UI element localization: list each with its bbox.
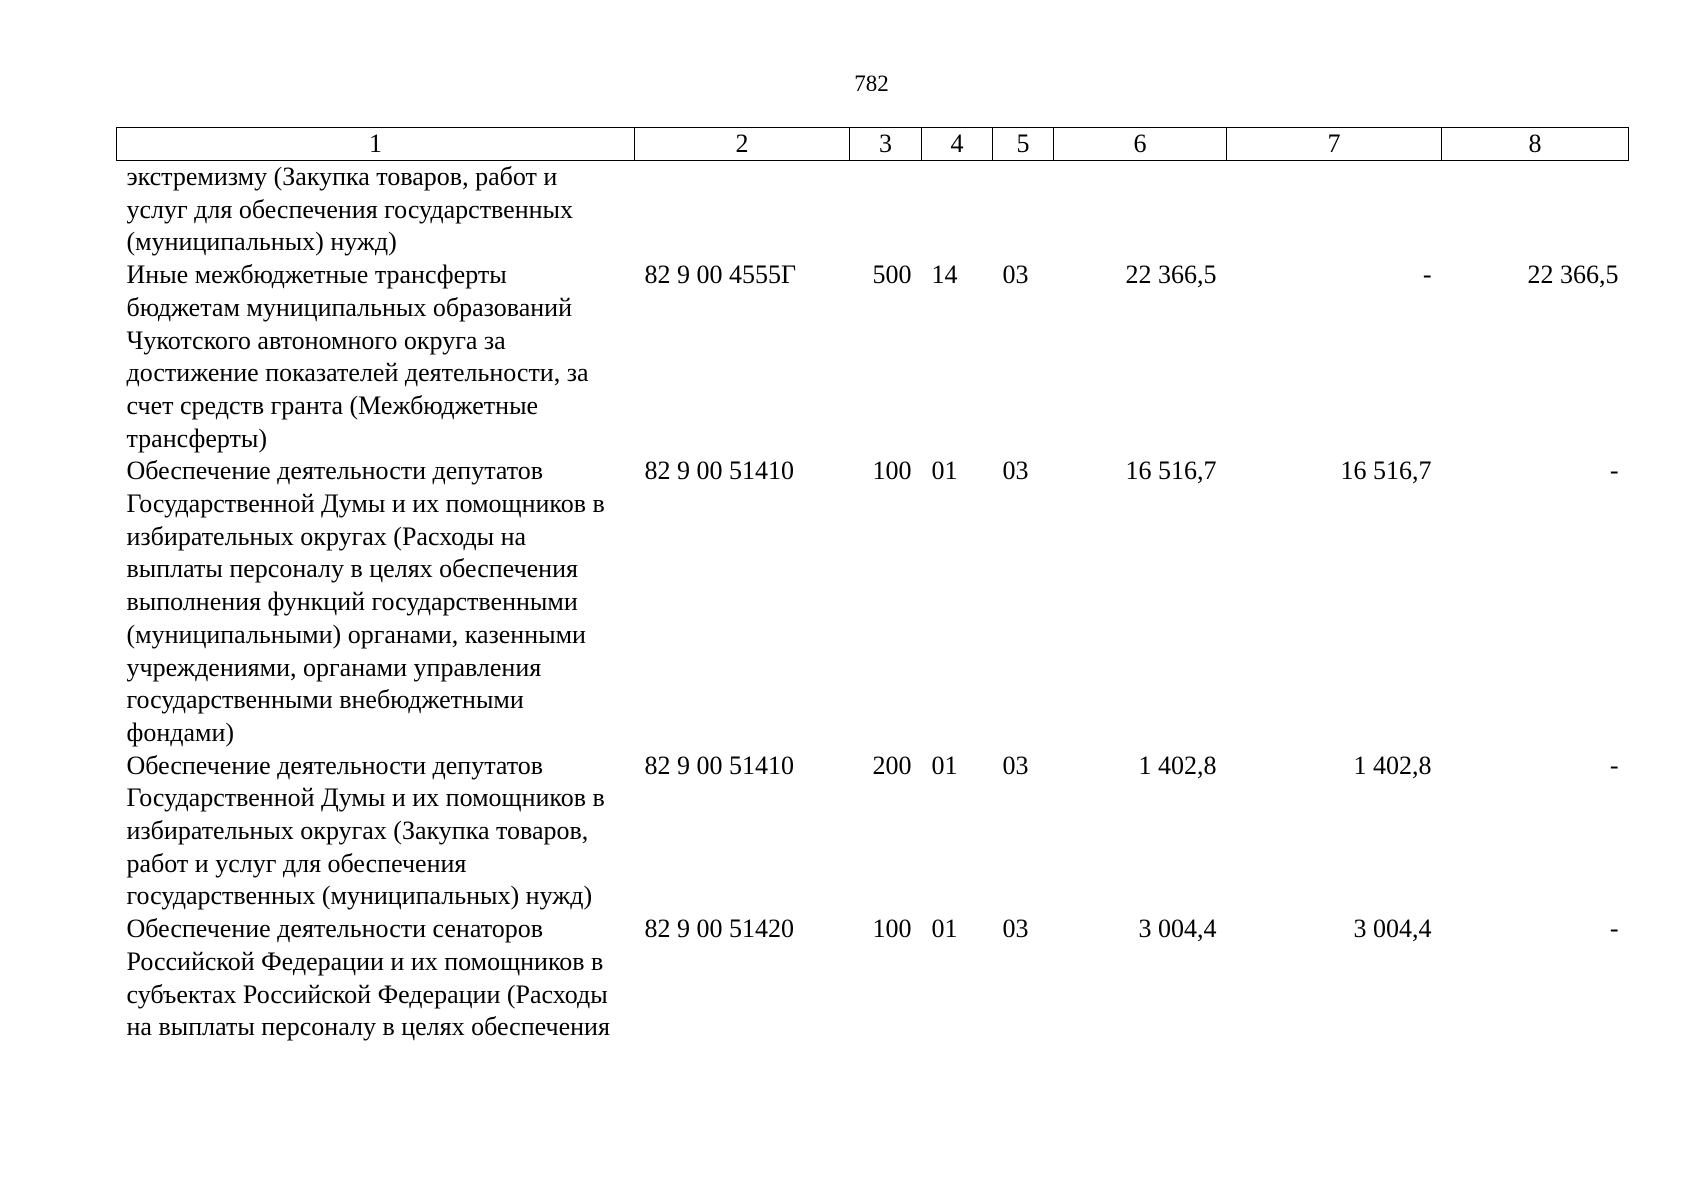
row-rz: 14 [931, 260, 958, 290]
column-header-5: 5 [993, 128, 1054, 161]
table-row [117, 455, 1629, 749]
row-name: экстремизму (Закупка товаров, работ и услуг для обеспечения государственных (муниципальных) нужд) [126, 162, 574, 257]
page-number: 782 [854, 71, 889, 96]
row-rz: 01 [931, 750, 958, 780]
table-row [117, 259, 1629, 455]
row-col7: 1 402,8 [1353, 750, 1432, 780]
row-col7: - [1422, 260, 1432, 290]
row-vr: 200 [872, 750, 912, 780]
budget-table [116, 127, 1629, 1044]
column-header-7: 7 [1227, 128, 1442, 161]
row-vr: 500 [872, 260, 912, 290]
row-col7: 16 516,7 [1340, 456, 1432, 486]
row-code: 82 9 00 51410 [644, 750, 794, 780]
table-row [117, 913, 1629, 1044]
row-col8: 22 366,5 [1527, 260, 1619, 290]
row-name: Обеспечение деятельности сенаторов Российской Федерации и их помощников в субъектах Российской Федерации (Расходы на выплаты персоналу в целях обеспечения [126, 914, 610, 1042]
row-col7 [1227, 161, 1442, 260]
row-pr: 03 [1002, 260, 1029, 290]
row-rz: 01 [931, 456, 958, 486]
row-total: 3 004,4 [1138, 914, 1217, 944]
column-header-8: 8 [1442, 128, 1629, 161]
row-name: Иные межбюджетные трансферты бюджетам муниципальных образований Чукотского автономного округа за достижение показателей деятельности, за счет средств гранта (Межбюджетные трансферты) [126, 260, 589, 453]
row-total: 1 402,8 [1138, 750, 1217, 780]
row-col8: - [1609, 750, 1619, 780]
row-vr [850, 161, 922, 260]
column-header-3: 3 [850, 128, 922, 161]
row-vr: 100 [872, 914, 912, 944]
column-header-4: 4 [922, 128, 993, 161]
row-rz [922, 161, 993, 260]
row-pr: 03 [1002, 750, 1029, 780]
row-pr [993, 161, 1054, 260]
row-name: Обеспечение деятельности депутатов Государственной Думы и их помощников в избирательных округах (Расходы на выплаты персоналу в целях обеспечения выполнения функций государственными (муниципальными) органами, казенными учреждениями, органами управления государственными внебюджетными фондами) [126, 456, 605, 747]
row-col8: - [1609, 456, 1619, 486]
column-header-6: 6 [1054, 128, 1227, 161]
column-header-1: 1 [117, 128, 635, 161]
row-total [1054, 161, 1227, 260]
row-code: 82 9 00 51410 [644, 456, 794, 486]
row-col8 [1442, 161, 1629, 260]
table-row [117, 161, 1629, 260]
row-pr: 03 [1002, 456, 1029, 486]
row-code [635, 161, 850, 260]
row-col7: 3 004,4 [1353, 914, 1432, 944]
row-col8: - [1609, 914, 1619, 944]
column-number-header-row [117, 128, 1629, 161]
row-code: 82 9 00 51420 [644, 914, 794, 944]
row-pr: 03 [1002, 914, 1029, 944]
row-total: 16 516,7 [1125, 456, 1217, 486]
row-code: 82 9 00 4555Г [644, 260, 797, 290]
column-header-2: 2 [635, 128, 850, 161]
row-rz: 01 [931, 914, 958, 944]
table-row [117, 750, 1629, 914]
row-total: 22 366,5 [1125, 260, 1217, 290]
row-vr: 100 [872, 456, 912, 486]
row-name: Обеспечение деятельности депутатов Государственной Думы и их помощников в избирательных округах (Закупка товаров, работ и услуг для обеспечения государственных (муниципальных) нужд) [126, 750, 605, 911]
